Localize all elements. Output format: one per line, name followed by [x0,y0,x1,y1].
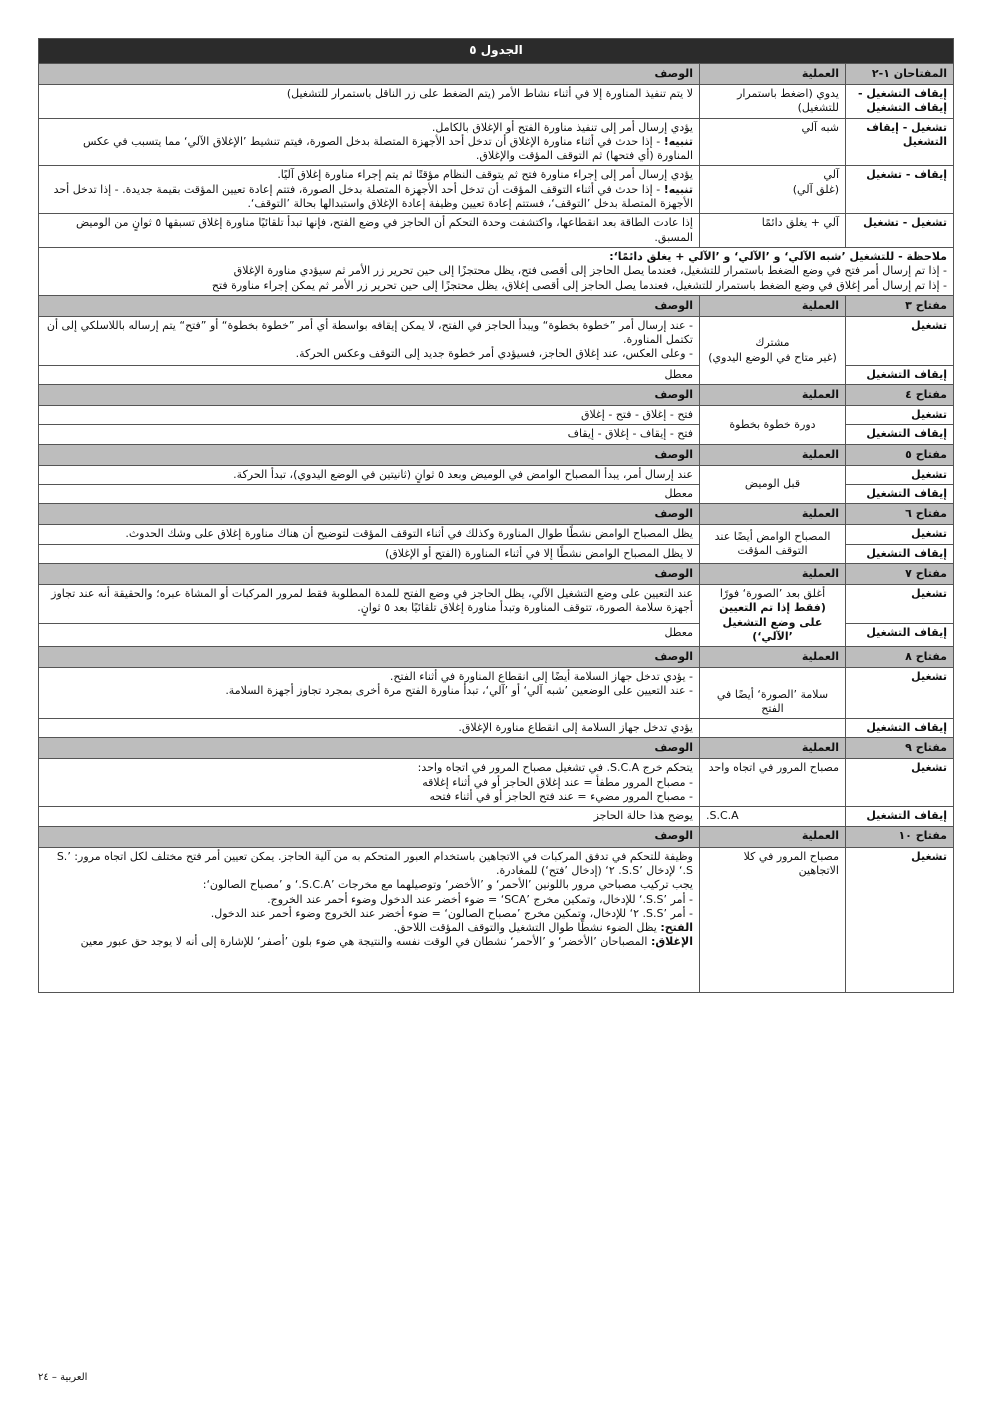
description-cell: يوضح هذا حالة الحاجز [39,807,700,826]
key-cell: إيقاف - تشغيل [846,166,954,214]
header-row [39,738,954,759]
table-row [39,214,954,248]
operation-line: أغلق بعد ’الصورة‘ فورًا [719,586,826,600]
description-cell: يظل المصباح الوامض نشطًا طوال المناورة وكذلك في أثناء التوقف المؤقت لتوضيح أن هناك مناورة إغلاق على وشك الحدوث. [39,525,700,544]
table-title: الجدول ٥ [39,39,954,64]
description-cell: معطل [39,624,700,647]
description-text [45,935,693,949]
operation-line: (فقط إذا تم التعيين على وضع التشغيل ’الآلي‘) [719,601,826,643]
key-cell: إيقاف التشغيل [846,807,954,826]
header-key: مفتاح ٨ [846,647,954,668]
table-row [39,406,954,425]
header-key: مفتاح ٦ [846,504,954,525]
description-text: - أمر ’S.S. ٢‘ للإدخال، وتمكين مخرج ’مصباح الصالون‘ = ضوء أخضر عند الخروج وضوء أحمر عند الدخول. [210,906,693,920]
key-cell: تشغيل [846,316,954,365]
description-cell [39,166,700,214]
header-key: مفتاح ٣ [846,295,954,316]
warning-text [45,135,693,164]
header-description: الوصف [39,647,700,668]
key-cell: تشغيل [846,847,954,992]
description-text: يؤدي إرسال أمر إلى إجراء مناورة فتح ثم يتوقف النظام مؤقتًا ثم يتم إجراء مناورة إغلاق آليًا. [277,168,693,182]
description-cell: معطل [39,485,700,504]
description-text: يتحكم خرج S.C.A. في تشغيل مصباح المرور في اتجاه واحد: [417,761,693,775]
table-row [39,807,954,826]
warning-text [45,183,693,212]
key-cell: إيقاف التشغيل [846,485,954,504]
description-cell: فتح - إيقاف - إغلاق - إيقاف [39,425,700,444]
description-cell [39,316,700,365]
close-label: الإغلاق: [650,935,693,949]
key-cell: تشغيل [846,406,954,425]
operation-line: آلي [823,168,839,182]
key-cell: تشغيل [846,759,954,807]
note-line: - إذا تم إرسال أمر فتح في وضع الضغط باستمرار للتشغيل، فعندما يصل الحاجز إلى أقصى فتح، يظل محتجزًا إلى حين تحرير زر الأمر ثم سيؤدي مناورة الإغلاق [233,264,947,278]
header-description: الوصف [39,504,700,525]
description-cell: لا يظل المصباح الوامض نشطًا إلا في أثناء المناورة (الفتح أو الإغلاق) [39,544,700,563]
description-cell [39,759,700,807]
function-table [38,38,954,993]
key-cell: إيقاف التشغيل [846,425,954,444]
header-row [39,385,954,406]
description-text: - وعلى العكس، عند إغلاق الحاجز، فسيؤدي أمر خطوة جديد إلى التوقف وعكس الحركة. [295,347,693,361]
description-text: يؤدي إرسال أمر إلى تنفيذ مناورة الفتح أو الإغلاق بالكامل. [431,120,693,134]
operation-cell [700,584,846,646]
description-cell: إذا عادت الطاقة بعد انقطاعها، واكتشفت وحدة التحكم أن الحاجز في وضع الفتح، فإنها تبدأ تلقائيًا مناورة إغلاق تسبقها ٥ ثوانٍ من الوميض المسبق. [39,214,700,248]
operation-cell: دورة خطوة بخطوة [700,406,846,445]
description-cell: فتح - إغلاق - فتح - إغلاق [39,406,700,425]
table-row [39,316,954,365]
description-cell [39,668,700,719]
header-key: مفتاح ٤ [846,385,954,406]
header-row [39,64,954,85]
warning-body: - إذا حدث في أثناء التوقف المؤقت أن تدخل أحد الأجهزة المتصلة بدخل الصورة، فتتم إعادة تعيين المؤقت بقيمة جديدة. - إذا تدخل أحد الأجهزة المتصلة بدخل ’التوقف‘، فستتم إعادة تعيين وظيفة إعادة الإغلاق واستبدالها بحالة ’التوقف‘. [53,182,693,211]
key-cell: تشغيل - إيقاف التشغيل [846,118,954,166]
note-row [39,247,954,295]
operation-cell: سلامة ’الصورة‘ أيضًا في الفتح [700,668,846,719]
key-cell: إيقاف التشغيل [846,624,954,647]
header-operation: العملية [700,647,846,668]
warning-label: تنبيه! [663,134,693,148]
description-text: - مصباح المرور مضيء = عند فتح الحاجز أو في أثناء فتحه [429,790,693,804]
key-cell: تشغيل [846,465,954,484]
header-description: الوصف [39,738,700,759]
header-operation: العملية [700,504,846,525]
description-text: - مصباح المرور مطفأ = عند إغلاق الحاجز أو في أثناء إغلاقه [422,775,693,789]
table-row [39,719,954,738]
operation-cell [700,719,846,738]
operation-cell: قبل الوميض [700,465,846,504]
description-cell: لا يتم تنفيذ المناورة إلا في أثناء نشاط الأمر (يتم الضغط على زر الناقل باستمرار للتشغيل) [39,85,700,119]
header-key: مفتاح ٧ [846,563,954,584]
header-description: الوصف [39,444,700,465]
table-row [39,584,954,623]
key-cell: تشغيل [846,668,954,719]
header-description: الوصف [39,385,700,406]
operation-cell [700,316,846,384]
operation-cell: مصباح المرور في كلا الاتجاهين [700,847,846,992]
header-operation: العملية [700,295,846,316]
note-cell [39,247,954,295]
key-cell: تشغيل [846,584,954,623]
table-row [39,668,954,719]
page-footer: العربية – ٢٤ [38,1372,88,1383]
description-cell [39,118,700,166]
operation-cell: يدوي (اضغط باستمرار للتشغيل) [700,85,846,119]
table-row [39,759,954,807]
warning-body: - إذا حدث في أثناء مناورة الإغلاق أن تدخل أحد الأجهزة المتصلة بدخل الصورة، فيتم تنشيط ’الإغلاق الآلي‘ مما يتسبب في عكس المناورة (أي فتحها) ثم التوقف المؤقت والإغلاق. [83,134,693,163]
key-cell: إيقاف التشغيل [846,365,954,384]
table-row [39,166,954,214]
header-description: الوصف [39,563,700,584]
header-row [39,647,954,668]
description-text: - عند إرسال أمر ”خطوة بخطوة“ ويبدأ الحاجز في الفتح، لا يمكن إيقافه بواسطة أي أمر ”خطوة بخطوة“ أو ”فتح“ يتم إرساله باللاسلكي إلى أن تكتمل المناورة. [46,318,693,347]
header-operation: العملية [700,385,846,406]
table-row [39,847,954,992]
header-operation: العملية [700,444,846,465]
description-cell [39,847,700,992]
description-text: - يؤدي تدخل جهاز السلامة أيضًا إلى انقطاع المناورة في أثناء الفتح. [389,670,693,684]
header-description: الوصف [39,64,700,85]
operation-line: (غير متاح في الوضع اليدوي) [708,350,837,364]
operation-cell: آلي + يغلق دائمًا [700,214,846,248]
operation-cell: المصباح الوامض أيضًا عند التوقف المؤقت [700,525,846,564]
description-text: يجب تركيب مصباحي مرور باللونين ’الأحمر‘ و ’الأخضر‘ وتوصيلهما مع مخرجات ’S.C.A.‘ و ’مصباح الصالون‘: [202,878,693,892]
table-row [39,525,954,544]
key-cell: إيقاف التشغيل - إيقاف التشغيل [846,85,954,119]
operation-line: مشترك [755,336,790,350]
header-row [39,295,954,316]
warning-label: تنبيه! [663,182,693,196]
open-text: يظل الضوء نشطًا طوال التشغيل والتوقف المؤقت اللاحق. [393,921,661,935]
description-text: وظيفة للتحكم في تدفق المركبات في الاتجاهين باستخدام العبور المتحكم به من آلية الحاجز. يمكن تعيين أمر فتح مختلف لكل اتجاه مرور: ’S. S.‘ لإدخال ’S.S. ٢‘ (إدخال ’فتح‘) للمغادرة. [56,849,693,877]
table-row [39,118,954,166]
header-row [39,826,954,847]
note-title: ملاحظة - للتشغيل ’شبه الآلي‘ و ’الآلي‘ و ’الآلي + يغلق دائمًا‘: [609,249,947,263]
operation-line: (غلق آلي) [792,182,839,196]
operation-cell: مصباح المرور في اتجاه واحد [700,759,846,807]
header-description: الوصف [39,295,700,316]
header-row [39,444,954,465]
header-operation: العملية [700,738,846,759]
table-row [39,465,954,484]
description-cell: يؤدي تدخل جهاز السلامة إلى انقطاع مناورة الإغلاق. [39,719,700,738]
key-cell: تشغيل [846,525,954,544]
description-text: - أمر ’S.S.‘ للإدخال، وتمكين مخرج ’SCA‘ = ضوء أخضر عند الدخول وضوء أحمر عند الخروج. [267,892,693,906]
operation-cell [700,166,846,214]
header-key: مفتاح ٩ [846,738,954,759]
header-key: مفتاح ٥ [846,444,954,465]
description-text: - عند التعيين على الوضعين ’شبه آلي‘ أو ’آلي‘، تبدأ مناورة الفتح مرة أخرى بمجرد تجاوز أجهزة السلامة. [225,684,693,698]
header-row [39,563,954,584]
header-operation: العملية [700,826,846,847]
description-cell: عند إرسال أمر، يبدأ المصباح الوامض في الوميض وبعد ٥ ثوانٍ (ثانيتين في الوضع اليدوي)، تبدأ الحركة. [39,465,700,484]
header-key: المفتاحان ١-٢ [846,64,954,85]
header-operation: العملية [700,563,846,584]
table-row [39,85,954,119]
operation-cell: شبه آلي [700,118,846,166]
description-cell: عند التعيين على وضع التشغيل الآلي، يظل الحاجز في وضع الفتح للمدة المطلوبة فقط لمرور المركبات أو المشاة عبره؛ والحقيقة أنه عند تجاوز أجهزة سلامة الصورة، تتوقف المناورة وتبدأ مناورة إغلاق تلقائيًا بعد ٥ ثوانٍ. [39,584,700,623]
description-text [45,921,693,935]
key-cell: إيقاف التشغيل [846,544,954,563]
header-row [39,504,954,525]
header-description: الوصف [39,826,700,847]
header-operation: العملية [700,64,846,85]
description-cell: معطل [39,365,700,384]
key-cell: تشغيل - تشغيل [846,214,954,248]
operation-cell: S.C.A. [700,807,846,826]
close-text: المصباحان ’الأخضر‘ و ’الأحمر‘ نشطان في الوقت نفسه والنتيجة هي ضوء بلون ’أصفر‘ للإشارة إلى أنه لا يوجد حق عبور معين [80,935,651,949]
key-cell: إيقاف التشغيل [846,719,954,738]
header-key: مفتاح ١٠ [846,826,954,847]
note-line: - إذا تم إرسال أمر إغلاق في وضع الضغط باستمرار للتشغيل، فعندما يصل الحاجز إلى أقصى إغلاق، يظل محتجزًا إلى حين تحرير زر الأمر ثم يمكن إجراء مناورة فتح [211,278,947,292]
open-label: الفتح: [660,921,693,935]
